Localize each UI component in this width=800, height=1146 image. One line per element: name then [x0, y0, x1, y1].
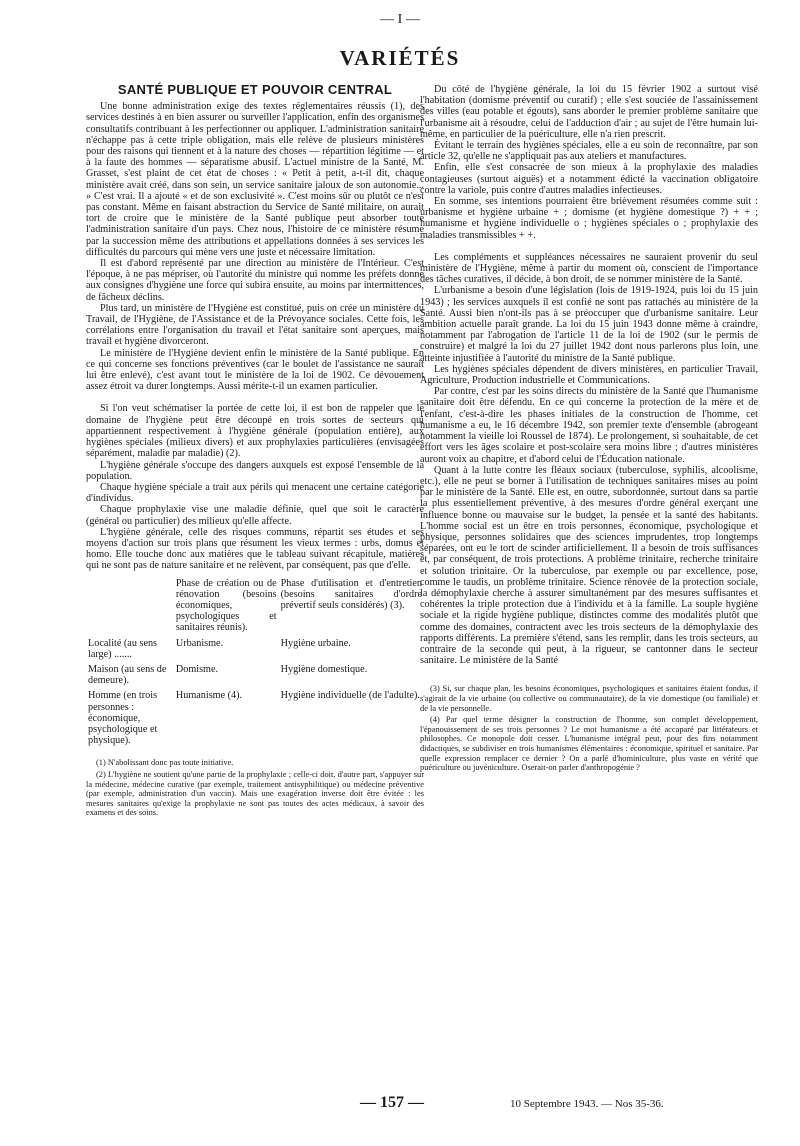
- scheme-header-usage: Phase d'utilisation et d'entretien (besoins sanitaires d'ordre prévertif seuls considérés) (3).: [280, 577, 422, 611]
- scheme-header-row: [86, 578, 424, 638]
- right-body-b: [420, 252, 758, 667]
- paragraph: L'hygiène générale, celle des risques communs, répartit ses études et ses moyens d'action sur trois plans que résument les vieux termes : urbs, domus et homo. Elle touche donc aux matières que le tableau suivant récapitule, matières qui ne sont pas de nature sanitaire et ne relèvent, par conséquent, pas que d'elle.: [86, 526, 424, 572]
- left-column: [86, 84, 424, 820]
- footnote: (4) Par quel terme désigner la construction de l'homme, son complet développement, l'épanouissement de ses trois personnes ? Le mot humanisme a été accaparé par littérateurs et philosophes. Ce monopole doit cesser. L'humanisme intégral peut, pour des fins notamment didactiques, se subdiviser en trois humanismes élémentaires : économique, spirituel et sanitaire. Par quelle expression remplacer ce dernier ? On a parlé d'hominiculture, plus vaste en vérité que puériculture ou juvéniculture. Oserait-on parler d'anthropogénie ?: [420, 715, 758, 773]
- paragraph: Par contre, c'est par les soins directs du ministère de la Santé que l'humanisme sanitaire doit être défendu. En ce qui concerne la protection de la mère et de l'enfant, c'est-à-dire les phases initiales de la construction de l'homme, cet humanisme a eu, le 16 décembre 1942, son premier texte d'ensemble (abrogeant notamment la vieille loi Roussel de 1874). Le prolongement, si souhaitable, de cet effort vers les âges scolaire et post-scolaire sera moins libre ; d'autres ministères auront voix au chapitre, et d'abord celui de l'Éducation nationale.: [420, 386, 758, 465]
- scheme-row: [86, 664, 424, 690]
- paragraph: Quant à la lutte contre les fléaux sociaux (tuberculose, syphilis, alcoolisme, etc.), elle ne peut se borner à l'utilisation de techniques sanitaires mises au point par le ministère de la Santé. Elle est, en outre, subordonnée, surtout dans sa partie la plus essentiellement préventive, à des mesures d'ordre général exerçant une influence bonne ou mauvaise sur le budget, la pensée et la santé des habitants. L'homme social est un être en trois personnes, économique, psychologique et physique, personnes solidaires que des sciences imprudentes, trop longtemps séparées, ont eu le tort de scinder artificiellement. Il a besoin de trois suffisances et, par conséquent, de trois protections. A problème trinitaire, recherche trinitaire et solution trinitaire. Or la tuberculose, par exemple ou par excellence, pose, comme le taudis, un problème trinitaire. Science rénovée de la protection sociale, la démophylaxie cherche à assurer simultanément par des mesures suffisantes et cohérentes la triple protection due à l'individu et à la famille. La souple hygiène sociale et la rigide hygiène publique, distinctes comme des modalités plutôt que comme des domaines, contractent avec les trois secteurs de la démophylaxie des rapports différents. La première s'étend, sans les remplir, dans les trois secteurs, au contraire de la seconde qui peut, à la rigueur, se cantonner dans le secteur sanitaire. Le ministère de la Santé: [420, 464, 758, 667]
- scheme-row-creation: Humanisme (4).: [175, 690, 243, 702]
- scheme-row-label: Homme (en trois personnes : économique, psychologique et physique).: [88, 690, 158, 747]
- paragraph: Une bonne administration exige des textes réglementaires réussis (1), des services destinés à en bien assurer ou surveiller l'application, enfin des organismes consultatifs contribuant à les perfectionner ou appliquer. L'administration sanitaire n'échappe pas à cette triple obligation, mais elle relève de plusieurs ministères pour des raisons qui tiennent et à la nature des choses — répartition légitime — et à la faute des hommes — séparatisme abusif. L'actuel ministre de la Santé, M. Grasset, s'est plaint de cet état de choses : « Petit à petit, a-t-il dit, chaque ministère avait créé, dans son sein, un service sanitaire jaloux de son autonomie... » C'est vrai. Il a ajouté « et de son exclusivité ». C'est moins sûr ou plutôt ce n'est pas constant. Même en faisant abstraction du Service de Santé militaire, on aurait tort de croire que le ministère de la Santé publique peut absorber toute l'administration sanitaire d'un pays. Chez nous, l'histoire de ce ministère résume par la succession même des attributions et appellations données à ses services les difficultés du parcours qui mène vers une juste et nécessaire limitation.: [86, 101, 424, 258]
- article-title: SANTÉ PUBLIQUE ET POUVOIR CENTRAL: [117, 82, 393, 97]
- scheme-row: [86, 690, 424, 750]
- right-body-a: [420, 84, 758, 241]
- footnote: (2) L'hygiène ne soutient qu'une partie de la prophylaxie ; celle-ci doit, d'autre part, s'appuyer sur la médecine, médecine curative (par exemple, traitement antisyphilitique) ou médecine préventive (par exemple, administration d'un vaccin). Mais une exagération inverse doit être évitée : les mesures sanitaires qu'exige la prophylaxie ne sont pas toutes des actes médicaux, à savoir des examens et des soins.: [86, 769, 424, 818]
- scheme-row-creation: Urbanisme.: [175, 637, 224, 649]
- dateline: 10 Septembre 1943. — Nos 35-36.: [510, 1098, 664, 1110]
- left-body-b: [86, 403, 424, 571]
- left-footnotes: [86, 758, 424, 818]
- paragraph: Les compléments et suppléances nécessaires ne sauraient provenir du seul ministère de l'Hygiène, même à partir du moment où, conscient de l'importance des tâches curatives, il décide, à bon droit, de se nommer ministère de la Santé.: [420, 251, 758, 286]
- scheme-row-usage: Hygiène domestique.: [280, 663, 368, 675]
- paragraph: Chaque prophylaxie vise une maladie définie, quel que soit le caractère (général ou particulier) des milieux qu'elle affecte.: [86, 504, 424, 527]
- paragraph: L'hygiène générale s'occupe des dangers auxquels est exposé l'ensemble de la population.: [86, 459, 424, 482]
- paragraph: Le ministère de l'Hygiène devient enfin le ministère de la Santé publique. En ce qui concerne ses fonctions préventives (car le boulet de l'assistance ne saurait lui être enlevé), c'est avant tout le ministère de la loi de 1902. Ce dévouement assez étroit va durer longtemps. Aussi mérite-t-il un examen particulier.: [86, 347, 424, 393]
- scheme-row-label: Maison (au sens de demeure).: [88, 663, 167, 687]
- scheme-row: [86, 638, 424, 664]
- paragraph: Si l'on veut schématiser la portée de cette loi, il est bon de rappeler que le domaine de l'hygiène peut être découpé en trois sortes de secteurs qui appartiennent respectivement à l'hygiène générale (population entière), aux hygiènes spéciales (milieux divers) et aux prophylaxies particulières (envisagées séparément, maladie par maladie) (2).: [86, 403, 424, 460]
- paragraph: Enfin, elle s'est consacrée de son mieux à la prophylaxie des maladies contagieuses (surtout aiguës) et a notamment édicté la vaccination obligatoire contre la variole, puis contre d'autres maladies infectieuses.: [420, 162, 758, 196]
- scheme-header-creation: Phase de création ou de rénovation (besoins économiques, psychologiques et sanitaires réunis).: [175, 577, 277, 634]
- paragraph: Plus tard, un ministère de l'Hygiène est constitué, puis on crée un ministère du Travail, de l'Hygiène, de l'Assistance et de la Prévoyance sociales. Cette fois, les corrélations entre l'organisation du travail et l'état sanitaire sont aperçues, mais travail et hygiène divorceront.: [86, 302, 424, 348]
- section-title: VARIÉTÉS: [339, 46, 461, 70]
- footnote: (3) Si, sur chaque plan, les besoins économiques, psychologiques et sanitaires étaient fondus, il s'agirait de la vie urbaine (ou collective ou communautaire), de la vie domestique (ou familiale) et de la vie personnelle.: [420, 684, 758, 713]
- paragraph: Les hygiènes spéciales dépendent de divers ministères, en particulier Travail, Agriculture, Production industrielle et Communications.: [420, 363, 758, 387]
- scheme-row-creation: Domisme.: [175, 663, 219, 675]
- footnote: (1) N'abolissant donc pas toute initiative.: [96, 758, 234, 768]
- scheme-row-usage: Hygiène urbaine.: [280, 637, 351, 649]
- paragraph: Il est d'abord représenté par une direction au ministère de l'Intérieur. C'est l'époque, à ne pas mépriser, où l'autorité du ministre qui nomme les préfets donne aux consignes d'hygiène une force qui subira ensuite, au moins par intermittences, de fâcheux déclins.: [86, 258, 424, 303]
- folio: — I —: [380, 12, 420, 27]
- paragraph: L'urbanisme a besoin d'une législation (lois de 1919-1924, puis loi du 15 juin 1943) ; les services auxquels il est confié ne sont pas rattachés au ministère de la Santé. Aussi bien n'ont-ils pas à se préoccuper que d'urbanisme sanitaire. Leur ambition actuelle paraît grande. La loi du 15 juin 1943 donne même à craindre, notamment par l'abrogation de l'article 11 de la loi de 1902 (sur le permis de construire) et malgré la loi du 27 juillet 1942 dont nous parlerons plus loin, une atteinte injustifiée à l'autorité du ministre de la Santé publique.: [420, 285, 758, 364]
- left-body-a: [86, 101, 424, 392]
- scheme-row-usage: Hygiène individuelle (de l'adulte).: [280, 690, 420, 702]
- paragraph: Du côté de l'hygiène générale, la loi du 15 février 1902 a surtout visé l'habitation (domisme préventif ou curatif) ; elle s'est souciée de l'assainissement des villes (eau potable et égouts), sans aborder le premier problème sanitaire que l'urbanisme ait à résoudre, celui de l'adduction d'air ; au sujet de l'être humain lui-même, en particulier de la puériculture, elle n'a rien prescrit.: [420, 84, 758, 140]
- scheme-table: [86, 578, 424, 751]
- paragraph: Chaque hygiène spéciale a trait aux périls qui menacent une certaine catégorie d'individus.: [86, 481, 424, 505]
- scheme-row-label: Localité (au sens large) .......: [88, 637, 158, 660]
- paragraph: Évitant le terrain des hygiènes spéciales, elle a eu soin de reconnaître, par son article 32, qu'elle ne s'appliquait pas aux ateliers et manufactures.: [420, 140, 758, 163]
- page-number: — 157 —: [360, 1094, 424, 1111]
- paragraph: En somme, ses intentions pourraient être brièvement résumées comme suit : urbanisme et hygiène urbaine + ; domisme (et hygiène domestique ?) + + ; humanisme et hygiène individuelle o ; hygiènes spéciales o ; prophylaxie des maladies transmissibles + +.: [420, 196, 758, 241]
- right-column: [420, 84, 758, 775]
- right-footnotes: [420, 684, 758, 772]
